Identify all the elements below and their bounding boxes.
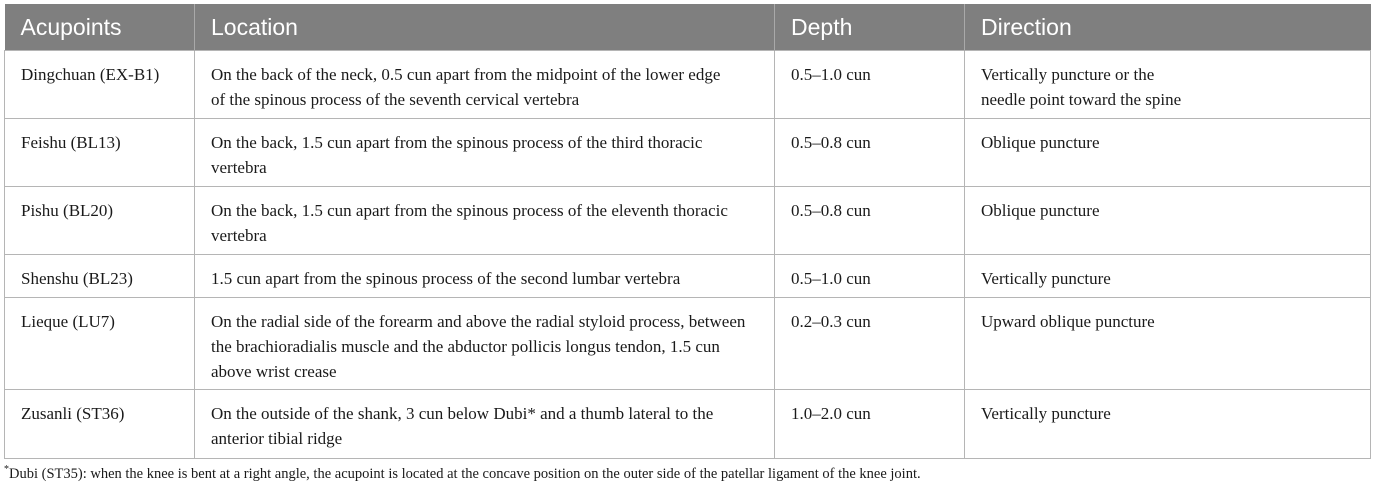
table-row (5, 119, 1371, 187)
cell-acupoint: Shenshu (BL23) (5, 255, 195, 298)
cell-depth: 0.5–0.8 cun (775, 187, 965, 255)
acupoints-table-container (4, 4, 1370, 459)
table-footnote (4, 466, 921, 483)
cell-depth: 1.0–2.0 cun (775, 390, 965, 459)
header-location: Location (195, 4, 775, 51)
cell-location: On the back of the neck, 0.5 cun apart from the midpoint of the lower edge of the spinous process of the seventh cervical vertebra (195, 51, 775, 119)
cell-location: 1.5 cun apart from the spinous process of the second lumbar vertebra (195, 255, 775, 298)
cell-direction: Oblique puncture (965, 119, 1371, 187)
cell-direction: Oblique puncture (965, 187, 1371, 255)
header-acupoints: Acupoints (5, 4, 195, 51)
cell-location: On the outside of the shank, 3 cun below Dubi* and a thumb lateral to the anterior tibial ridge (195, 390, 775, 459)
cell-depth: 0.5–1.0 cun (775, 51, 965, 119)
cell-location: On the radial side of the forearm and above the radial styloid process, between the brachioradialis muscle and the abductor pollicis longus tendon, 1.5 cun above wrist crease (195, 298, 775, 390)
cell-direction: Vertically puncture (965, 390, 1371, 459)
cell-acupoint: Zusanli (ST36) (5, 390, 195, 459)
cell-acupoint: Lieque (LU7) (5, 298, 195, 390)
cell-direction: Upward oblique puncture (965, 298, 1371, 390)
cell-depth: 0.2–0.3 cun (775, 298, 965, 390)
table-header-row (5, 4, 1371, 51)
cell-location: On the back, 1.5 cun apart from the spinous process of the eleventh thoracic vertebra (195, 187, 775, 255)
cell-direction: Vertically puncture or the needle point toward the spine (965, 51, 1371, 119)
header-direction: Direction (965, 4, 1371, 51)
footnote-marker: * (4, 464, 9, 475)
acupoints-table (4, 4, 1371, 459)
cell-location: On the back, 1.5 cun apart from the spinous process of the third thoracic vertebra (195, 119, 775, 187)
header-depth: Depth (775, 4, 965, 51)
table-row (5, 390, 1371, 459)
cell-acupoint: Pishu (BL20) (5, 187, 195, 255)
cell-depth: 0.5–0.8 cun (775, 119, 965, 187)
cell-depth: 0.5–1.0 cun (775, 255, 965, 298)
cell-acupoint: Feishu (BL13) (5, 119, 195, 187)
table-row (5, 255, 1371, 298)
table-row (5, 187, 1371, 255)
table-row (5, 298, 1371, 390)
footnote-text: Dubi (ST35): when the knee is bent at a right angle, the acupoint is located at the concave position on the outer side of the patellar ligament of the knee joint. (9, 466, 921, 482)
cell-direction: Vertically puncture (965, 255, 1371, 298)
table-row (5, 51, 1371, 119)
cell-acupoint: Dingchuan (EX-B1) (5, 51, 195, 119)
